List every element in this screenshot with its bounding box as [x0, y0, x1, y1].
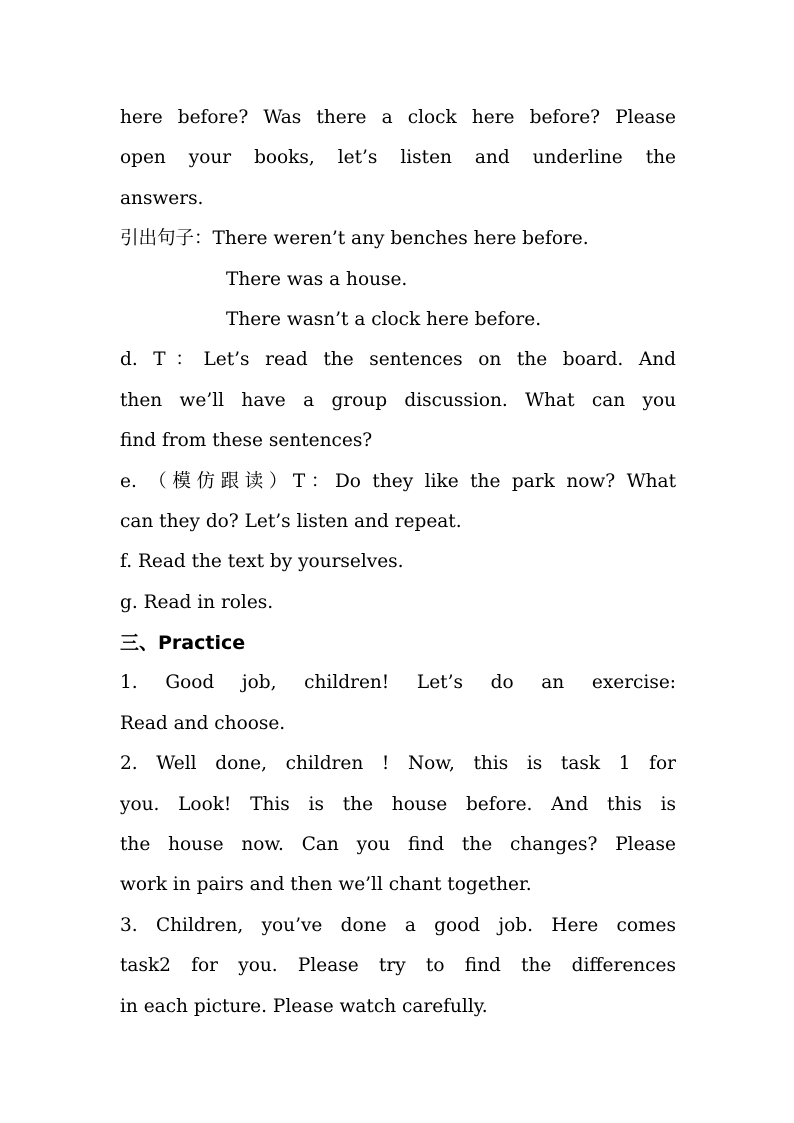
- text-line: then we’ll have a group discussion. What can you: [120, 389, 676, 411]
- text-line: find from these sentences?: [120, 430, 373, 452]
- text-line: There wasn’t a clock here before.: [226, 308, 542, 330]
- text-line: g. Read in roles.: [120, 591, 274, 613]
- text-line: can they do? Let’s listen and repeat.: [120, 510, 462, 532]
- text-line: d. T：Let’s read the sentences on the board. And: [120, 349, 676, 371]
- text-line: f. Read the text by yourselves.: [120, 551, 404, 573]
- text-line: 1. Good job, children! Let’s do an exercise:: [120, 672, 676, 694]
- text-line: you. Look! This is the house before. And this is: [120, 793, 676, 815]
- text-line: here before? Was there a clock here before? Please: [120, 107, 676, 128]
- text-line: in each picture. Please watch carefully.: [120, 995, 488, 1017]
- section-heading-practice: 三、Practice: [120, 632, 246, 655]
- text-line: answers.: [120, 187, 204, 209]
- text-line: task2 for you. Please try to find the differences: [120, 955, 676, 977]
- text-line: There was a house.: [226, 268, 408, 290]
- text-line: 引出句子：There weren’t any benches here before.: [120, 228, 589, 250]
- text-line: e. （模仿跟读）T：Do they like the park now? What: [120, 470, 676, 492]
- text-line: work in pairs and then we’ll chant together.: [120, 874, 532, 896]
- text-line: open your books, let’s listen and underline the: [120, 147, 676, 169]
- text-line: the house now. Can you find the changes? Please: [120, 834, 676, 856]
- document-body: [120, 100, 676, 1029]
- text-line: Read and choose.: [120, 712, 286, 734]
- text-line: 3. Children, you’ve done a good job. Here comes: [120, 914, 676, 936]
- text-line: 2. Well done, children ! Now, this is task 1 for: [120, 753, 676, 775]
